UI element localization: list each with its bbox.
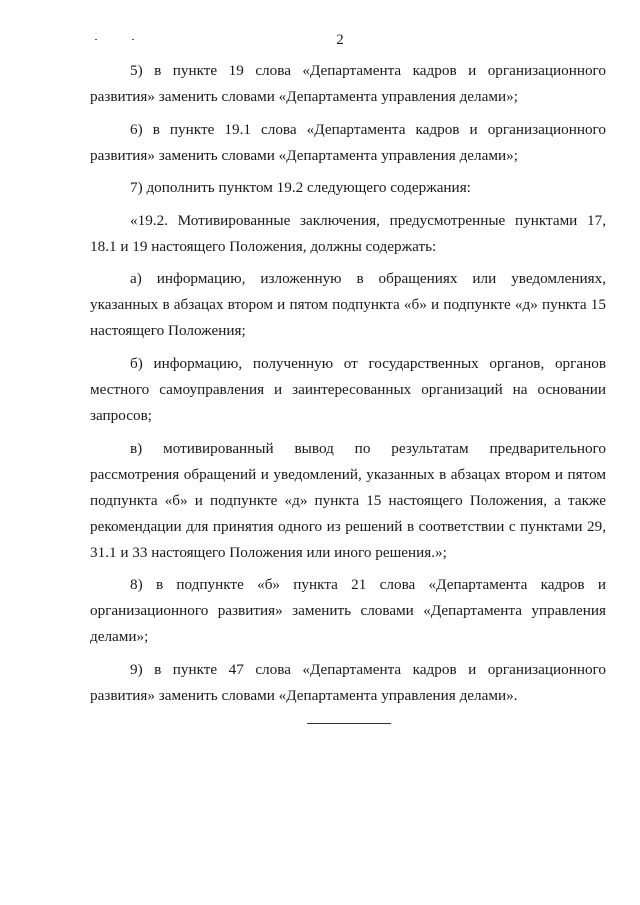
paragraph-subitem-v: в) мотивированный вывод по результатам предварительного рассмотрения обращений и уведомлений, указанных в абзацах втором и пятом подпункта «б» и подпункте «д» пункта 15 настоящего Положения, а также рекомендации для принятия одного из решений в соответствии с пунктами 29, 31.1 и 33 настоящего Положения или иного решения.»;: [90, 439, 606, 561]
paragraph-clause-19-2: «19.2. Мотивированные заключения, предусмотренные пунктами 17, 18.1 и 19 настоящего Положения, должны содержать:: [90, 211, 606, 255]
paragraph-subitem-a: а) информацию, изложенную в обращениях или уведомлениях, указанных в абзацах втором и пятом подпункта «б» и подпункте «д» пункта 15 настоящего Положения;: [90, 270, 606, 340]
paragraph-item-6: 6) в пункте 19.1 слова «Департамента кадров и организационного развития» заменить словами «Департамента управления делами»;: [90, 120, 606, 164]
paragraph-subitem-b: б) информацию, полученную от государственных органов, органов местного самоуправления и заинтересованных организаций на основании запросов;: [90, 354, 606, 424]
end-separator-line: [307, 723, 391, 724]
paragraph-item-7: 7) дополнить пунктом 19.2 следующего содержания:: [130, 179, 471, 197]
page-number: 2: [336, 32, 344, 48]
paragraph-item-5: 5) в пункте 19 слова «Департамента кадров и организационного развития» заменить словами «Департамента управления делами»;: [90, 62, 606, 105]
paragraph-item-8: 8) в подпункте «б» пункта 21 слова «Департамента кадров и организационного развития» заменить словами «Департамента управления делами»;: [90, 576, 606, 646]
document-body: [90, 58, 606, 715]
paragraph-item-9: 9) в пункте 47 слова «Департамента кадров и организационного развития» заменить словами «Департамента управления делами».: [90, 660, 606, 704]
